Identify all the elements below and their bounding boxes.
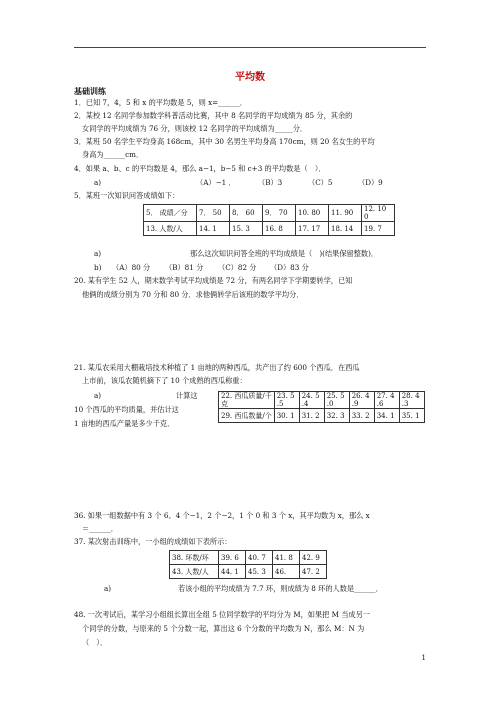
table-cell: 42. 9 [300, 551, 327, 565]
question-5-option-c: （C）82 分 [218, 263, 257, 272]
table-cell: 12. 10 0 [362, 205, 395, 222]
question-37a-label: a) [104, 584, 112, 593]
table-cell: 8． 60 [230, 205, 263, 222]
table-cell: 32. 3 [324, 409, 349, 423]
table-cell: 31. 2 [299, 409, 324, 423]
table-cell: 11. 90 [329, 205, 362, 222]
table-row [219, 392, 425, 409]
table-cell: 44. 1 [219, 565, 246, 579]
score-table [143, 204, 395, 236]
question-5b-label: b) [94, 263, 102, 272]
question-48-line-1: 48. 一次考试后，某学习小组组长算出全组 5 位同学数学的平均分为 M，如果把 M 当成另一 [74, 610, 370, 619]
table-cell: 43. 人数/人 [170, 565, 219, 579]
table-cell: 28. 4 .3 [399, 392, 424, 409]
table-cell: 24. 5 .4 [299, 392, 324, 409]
table-cell: 34. 1 [374, 409, 399, 423]
question-5-option-d: （D）83 分 [270, 263, 309, 272]
question-21-text-3: 1 亩地的西瓜产量是多少千克． [74, 419, 175, 428]
table-cell: 10. 80 [296, 205, 329, 222]
table-row [170, 565, 327, 579]
question-4: 4．如果 a、b、c 的平均数是 4，那么 a−1，b−5 和 c+3 的平均数是（ ）． [74, 164, 326, 173]
question-2-line-2: 女同学的平均成绩为 76 分，则该校 12 名同学的平均成绩为_____分． [82, 124, 308, 133]
table-cell: 9． 70 [263, 205, 296, 222]
table-cell: 27. 4 .6 [374, 392, 399, 409]
question-4-options-label: a) [94, 178, 102, 187]
question-36-line-2: ＝______． [82, 524, 118, 533]
table-cell: 26. 4 .9 [349, 392, 374, 409]
table-cell: 25. 5 .0 [324, 392, 349, 409]
table-cell: 30. 1 [274, 409, 299, 423]
table-row [170, 551, 327, 565]
table-cell: 33. 2 [349, 409, 374, 423]
table-cell: 15. 3 [230, 222, 263, 236]
question-5: 5．某班一次知识问答成绩如下： [74, 191, 180, 200]
question-20-line-2: 他俩的成绩分别为 70 分和 80 分．求他俩转学后该班的数学平均分． [82, 290, 304, 299]
table-cell: 46. [273, 565, 300, 579]
table-row [219, 409, 425, 423]
shooting-table [169, 550, 327, 579]
question-4-option-a: （A）−1 ． [196, 178, 236, 187]
question-1: 1．已知 7，4，5 和 x 的平均数是 5，则 x=______． [74, 98, 247, 107]
table-cell: 39. 6 [219, 551, 246, 565]
question-20-line-1: 20. 某有学生 52 人，期末数学考试平均成绩是 72 分，有两名同学下学期要转学，已知 [74, 276, 353, 285]
table-cell: 38. 环数/环 [170, 551, 219, 565]
table-cell: 47. 2 [300, 565, 327, 579]
table-cell: 29. 西瓜数量/个 [219, 409, 275, 423]
header-rule [74, 47, 426, 48]
table-cell: 23. 5 .5 [274, 392, 299, 409]
table-row [144, 222, 395, 236]
question-3-line-2: 身高为______cm． [82, 150, 144, 159]
table-cell: 45. 3 [246, 565, 273, 579]
table-cell: 14. 1 [197, 222, 230, 236]
question-21-text-1: 计算这 [176, 391, 198, 400]
question-4-option-b: （B）3 [258, 178, 283, 187]
page-title: 平均数 [235, 72, 265, 83]
question-37a-text: 若该小组的平均成绩为 7.7 环，则成绩为 8 环的人数是______． [178, 584, 383, 593]
question-2-line-1: 2．某校 12 名同学参加数学科普活动比赛，其中 8 名同学的平均成绩为 85 分，其余的 [74, 111, 353, 120]
question-21-line-1: 21. 某瓜农采用大棚栽培技术种植了 1 亩地的两种西瓜，共产出了约 600 个西瓜．在西瓜 [74, 363, 360, 372]
table-cell: 41. 8 [273, 551, 300, 565]
question-21-line-2: 上市前，该瓜农随机摘下了 10 个成熟的西瓜称重： [82, 376, 247, 385]
table-cell: 35. 1 [399, 409, 424, 423]
table-cell: 17. 17 [296, 222, 329, 236]
table-cell: 22. 西瓜质量/千 克 [219, 392, 275, 409]
question-3-line-1: 3．某班 50 名学生平均身高 168cm，其中 30 名男生平均身高 170cm，则 20 名女生的平均 [74, 137, 375, 146]
question-48-line-2: 个同学的分数，与原来的 5 个分数一起，算出这 6 个分数的平均数为 N，那么 M：N 为 [82, 624, 365, 633]
question-21-text-2: 10 个西瓜的平均质量，并估计这 [74, 405, 179, 414]
table-cell: 13. 人数/人 [144, 222, 197, 236]
watermelon-table [218, 391, 425, 423]
page-number: 1 [421, 654, 426, 662]
question-37: 37. 某次射击训练中，一小组的成绩如下表所示： [74, 537, 232, 546]
question-5-option-a: （A）80 分 [112, 263, 151, 272]
table-cell: 18. 14 [329, 222, 362, 236]
question-4-option-c: （C）5 [308, 178, 333, 187]
question-21-label: a) [94, 391, 102, 400]
section-heading: 基础训练 [74, 86, 106, 96]
question-48-line-3: （ ）． [82, 638, 108, 647]
question-4-option-d: （D）9 [358, 178, 383, 187]
table-row [144, 205, 395, 222]
table-cell: 5． 成绩／分 [144, 205, 197, 222]
question-5a-label: a) [94, 249, 102, 258]
question-5a-text: 那么这次知识问答全班的平均成绩是（ )(结果保留整数)． [190, 249, 379, 258]
table-cell: 19. 7 [362, 222, 395, 236]
question-36-line-1: 36. 如果一组数据中有 3 个 6、4 个−1，2 个−2，1 个 0 和 3 个 x，其平均数为 x，那么 x [74, 511, 370, 520]
question-5-option-b: （B）81 分 [165, 263, 204, 272]
table-cell: 16. 8 [263, 222, 296, 236]
table-cell: 7． 50 [197, 205, 230, 222]
table-cell: 40. 7 [246, 551, 273, 565]
